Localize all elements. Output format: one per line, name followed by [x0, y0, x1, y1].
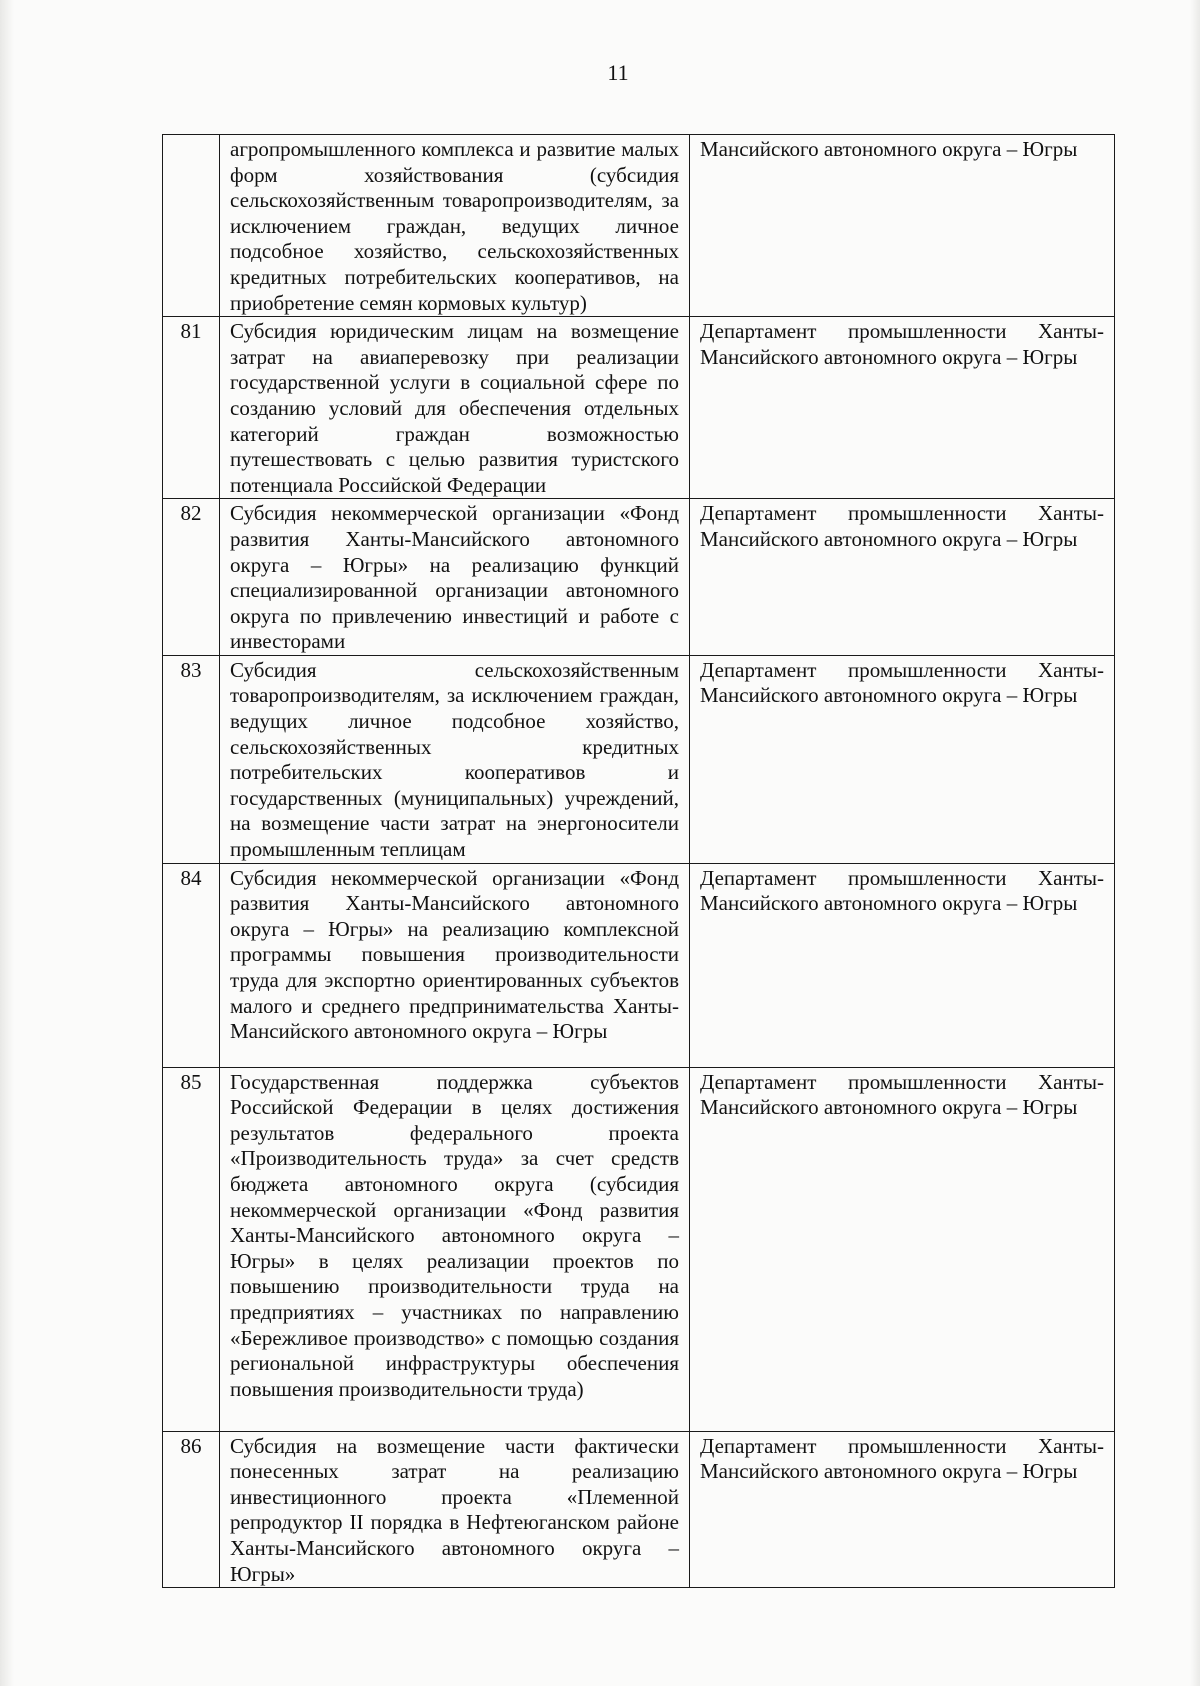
row-number: 82: [163, 499, 220, 656]
responsible-executor: Департамент промышленности Ханты-Мансийского автономного округа – Югры: [690, 317, 1115, 499]
responsible-executor: Департамент промышленности Ханты-Мансийского автономного округа – Югры: [690, 1431, 1115, 1588]
subsidy-name: Субсидия некоммерческой организации «Фонд развития Ханты-Мансийского автономного округа – Югры» на реализацию функций специализированной организации автономного округа по привлечению инвестиций и работе с инвесторами: [220, 499, 690, 656]
subsidy-name: Субсидия сельскохозяйственным товаропроизводителям, за исключением граждан, ведущих личное подсобное хозяйство, сельскохозяйственных кредитных потребительских кооперативов и государственных (муниципальных) учреждений, на возмещение части затрат на энергоносители промышленным теплицам: [220, 655, 690, 863]
row-number: 86: [163, 1431, 220, 1588]
responsible-executor: Департамент промышленности Ханты-Мансийского автономного округа – Югры: [690, 1067, 1115, 1431]
row-number: 84: [163, 863, 220, 1067]
page-number: 11: [607, 60, 629, 85]
table-row: [163, 655, 1115, 863]
scan-edge-left: [0, 0, 14, 1686]
subsidy-name: Субсидия юридическим лицам на возмещение затрат на авиаперевозку при реализации государственной услуги в социальной сфере по созданию условий для обеспечения отдельных категорий граждан возможностью путешествовать с целью развития туристского потенциала Российской Федерации: [220, 317, 690, 499]
row-number: [163, 135, 220, 317]
subsidy-name: Государственная поддержка субъектов Российской Федерации в целях достижения результатов федерального проекта «Производительность труда» за счет средств бюджета автономного округа (субсидия некоммерческой организации «Фонд развития Ханты-Мансийского автономного округа – Югры» в целях реализации проектов по повышению производительности труда на предприятиях – участниках по направлению «Бережливое производство» с помощью создания региональной инфраструктуры обеспечения повышения производительности труда): [220, 1067, 690, 1431]
subsidy-name: Субсидия некоммерческой организации «Фонд развития Ханты-Мансийского автономного округа – Югры» на реализацию комплексной программы повышения производительности труда для экспортно ориентированных субъектов малого и среднего предпринимательства Ханты-Мансийского автономного округа – Югры: [220, 863, 690, 1067]
table-row: [163, 1067, 1115, 1431]
subsidies-table: [162, 134, 1115, 1588]
table-row: [163, 499, 1115, 656]
row-number: 85: [163, 1067, 220, 1431]
table-row: [163, 317, 1115, 499]
responsible-executor: Департамент промышленности Ханты-Мансийского автономного округа – Югры: [690, 655, 1115, 863]
responsible-executor: Департамент промышленности Ханты-Мансийского автономного округа – Югры: [690, 499, 1115, 656]
scan-edge-right: [1190, 0, 1200, 1686]
row-number: 81: [163, 317, 220, 499]
subsidy-name: Субсидия на возмещение части фактически понесенных затрат на реализацию инвестиционного проекта «Племенной репродуктор II порядка в Нефтеюганском районе Ханты-Мансийского автономного округа – Югры»: [220, 1431, 690, 1588]
row-number: 83: [163, 655, 220, 863]
responsible-executor: Мансийского автономного округа – Югры: [690, 135, 1115, 317]
subsidy-name: агропромышленного комплекса и развитие малых форм хозяйствования (субсидия сельскохозяйственным товаропроизводителям, за исключением граждан, ведущих личное подсобное хозяйство, сельскохозяйственных кредитных потребительских кооперативов, на приобретение семян кормовых культур): [220, 135, 690, 317]
table-row: [163, 135, 1115, 317]
responsible-executor: Департамент промышленности Ханты-Мансийского автономного округа – Югры: [690, 863, 1115, 1067]
table-row: [163, 1431, 1115, 1588]
table-row: [163, 863, 1115, 1067]
